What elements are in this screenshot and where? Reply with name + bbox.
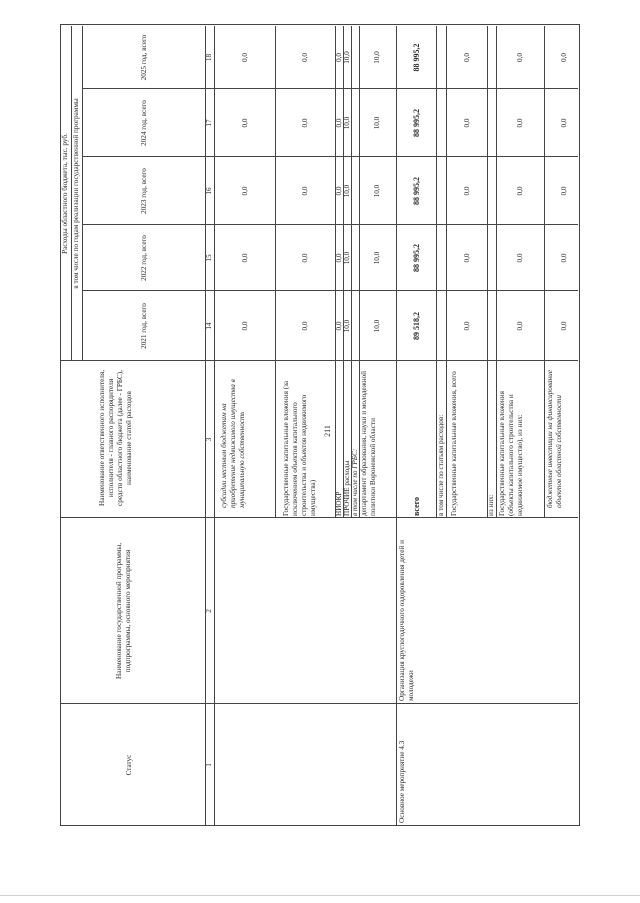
year-divider-2 [82,224,578,225]
cell-value: 0,0 [335,53,343,62]
cell-value: 0,0 [516,253,524,263]
col-divider-2 [60,517,578,518]
colnum-2: 2 [205,609,213,613]
cell-value: 0,0 [516,118,524,128]
row-line-6 [396,26,397,826]
header-status: Статус [125,754,133,776]
colnum-16: 16 [205,187,213,195]
col-divider-1 [60,703,578,704]
colnum-bottom [214,26,215,826]
cell-value: 0,0 [463,321,471,331]
cell-value: 0,0 [335,118,343,128]
cell-value: 0,0 [516,186,524,196]
row-label: Государственные капитальные вложения, всего [450,371,458,516]
cell-value: 0,0 [516,321,524,331]
cell-value: 0,0 [335,253,343,263]
name-cell: Организация круглогодичного оздоровления детей и молодежи [398,540,415,701]
cell-total: 88 995,2 [412,43,421,72]
colnum-3: 3 [205,437,213,442]
row-label: бюджетные инвестиции на финансирование объектов областной собственности [546,370,563,508]
budget-subtitle-line [82,26,83,361]
row-label-total: всего [412,496,421,516]
cell-value: 10,0 [373,319,381,333]
cell-total: 88 995,2 [412,244,421,272]
colnum-14: 14 [205,322,213,330]
year-divider-3 [82,156,578,157]
cell-value: 10,0 [373,51,381,64]
col-divider-3 [60,360,578,361]
cell-total: 88 995,2 [412,177,421,205]
cell-value: 0,0 [301,53,309,62]
colnum-15: 15 [205,254,213,262]
cell-value: 10,0 [343,319,351,333]
row-label: ПРОЧИЕ расходы [343,460,351,516]
cell-value: 0,0 [241,321,249,331]
page-number: 211 [323,425,332,437]
row-line-1 [275,26,276,518]
header-executor: Наименование ответственного исполнителя, исполнителя - главного распорядителя средств областного бюджета (далее - ГРБС), наименование статей расходов [98,370,133,506]
cell-value: 0,0 [301,118,309,128]
cell-value: 10,0 [343,184,351,198]
colnum-18: 18 [205,53,213,62]
row-label: Государственные капитальные вложения (объекты капитального строительства и недвижимое имущество), из них: [498,391,524,516]
cell-value: 0,0 [560,53,568,62]
cell-value: 0,0 [560,253,568,263]
cell-value: 0,0 [335,321,343,331]
cell-value: 10,0 [343,251,351,265]
status-cell: Основное мероприятие 4.3 [398,740,406,823]
year-2024: 2024 год, всего [140,100,148,146]
header-budget-title: Расходы областного бюджета, тыс. руб. [61,133,69,254]
cell-value: 0,0 [463,118,471,128]
row-label: из них: [487,494,495,516]
row-label: в том числе по статьям расходов: [437,414,445,516]
cell-value: 10,0 [373,116,381,130]
row-label: субсидии местным бюджетам на приобретение недвижимого имущества в муниципальную собственность [220,379,246,508]
year-2025: 2025 год, всего [140,34,148,81]
cell-value: 0,0 [463,186,471,196]
year-2021: 2021 год, всего [140,303,148,349]
cell-value: 0,0 [241,186,249,196]
cell-value: 0,0 [301,186,309,196]
row-line-8 [446,26,447,518]
cell-total: 88 995,2 [412,109,421,137]
cell-total: 89 518,2 [412,312,421,340]
rotated-table [60,26,578,826]
cell-value: 0,0 [335,186,343,196]
header-budget-subtitle: в том числе по годам реализации государственной программы [72,98,80,289]
row-line-11 [544,26,545,518]
cell-value: 0,0 [241,253,249,263]
cell-value: 0,0 [560,186,568,196]
cell-value: 10,0 [343,116,351,130]
header-name: Наименование государственной программы, подпрограммы, основного мероприятия [115,542,132,680]
cell-value: 0,0 [560,321,568,331]
year-divider-1 [82,290,578,291]
year-2022: 2022 год, всего [140,235,148,281]
colnum-17: 17 [205,119,213,127]
row-label: в том числе по ГРБС: [351,448,359,516]
row-label: департамент образования, науки и молодежной политики Воронежской области [360,371,377,516]
year-divider-4 [82,88,578,89]
cell-value: 0,0 [241,53,249,62]
cell-value: 10,0 [373,184,381,198]
cell-value: 0,0 [463,253,471,263]
colnum-1: 1 [205,763,213,767]
cell-value: 10,0 [343,51,351,64]
scan-edge-line [0,895,640,896]
row-label: НИОКР [335,491,343,516]
cell-value: 10,0 [373,251,381,265]
cell-value: 0,0 [463,53,471,62]
year-2023: 2023 год, всего [140,168,148,214]
cell-value: 0,0 [241,118,249,128]
cell-value: 0,0 [516,53,524,62]
row-label: Государственные капитальные вложения (за исключением объектов капитального строительства и объектов недвижимого имущества) [282,380,317,516]
cell-value: 0,0 [301,253,309,263]
cell-value: 0,0 [301,321,309,331]
cell-value: 0,0 [560,118,568,128]
row-line-10 [496,26,497,518]
